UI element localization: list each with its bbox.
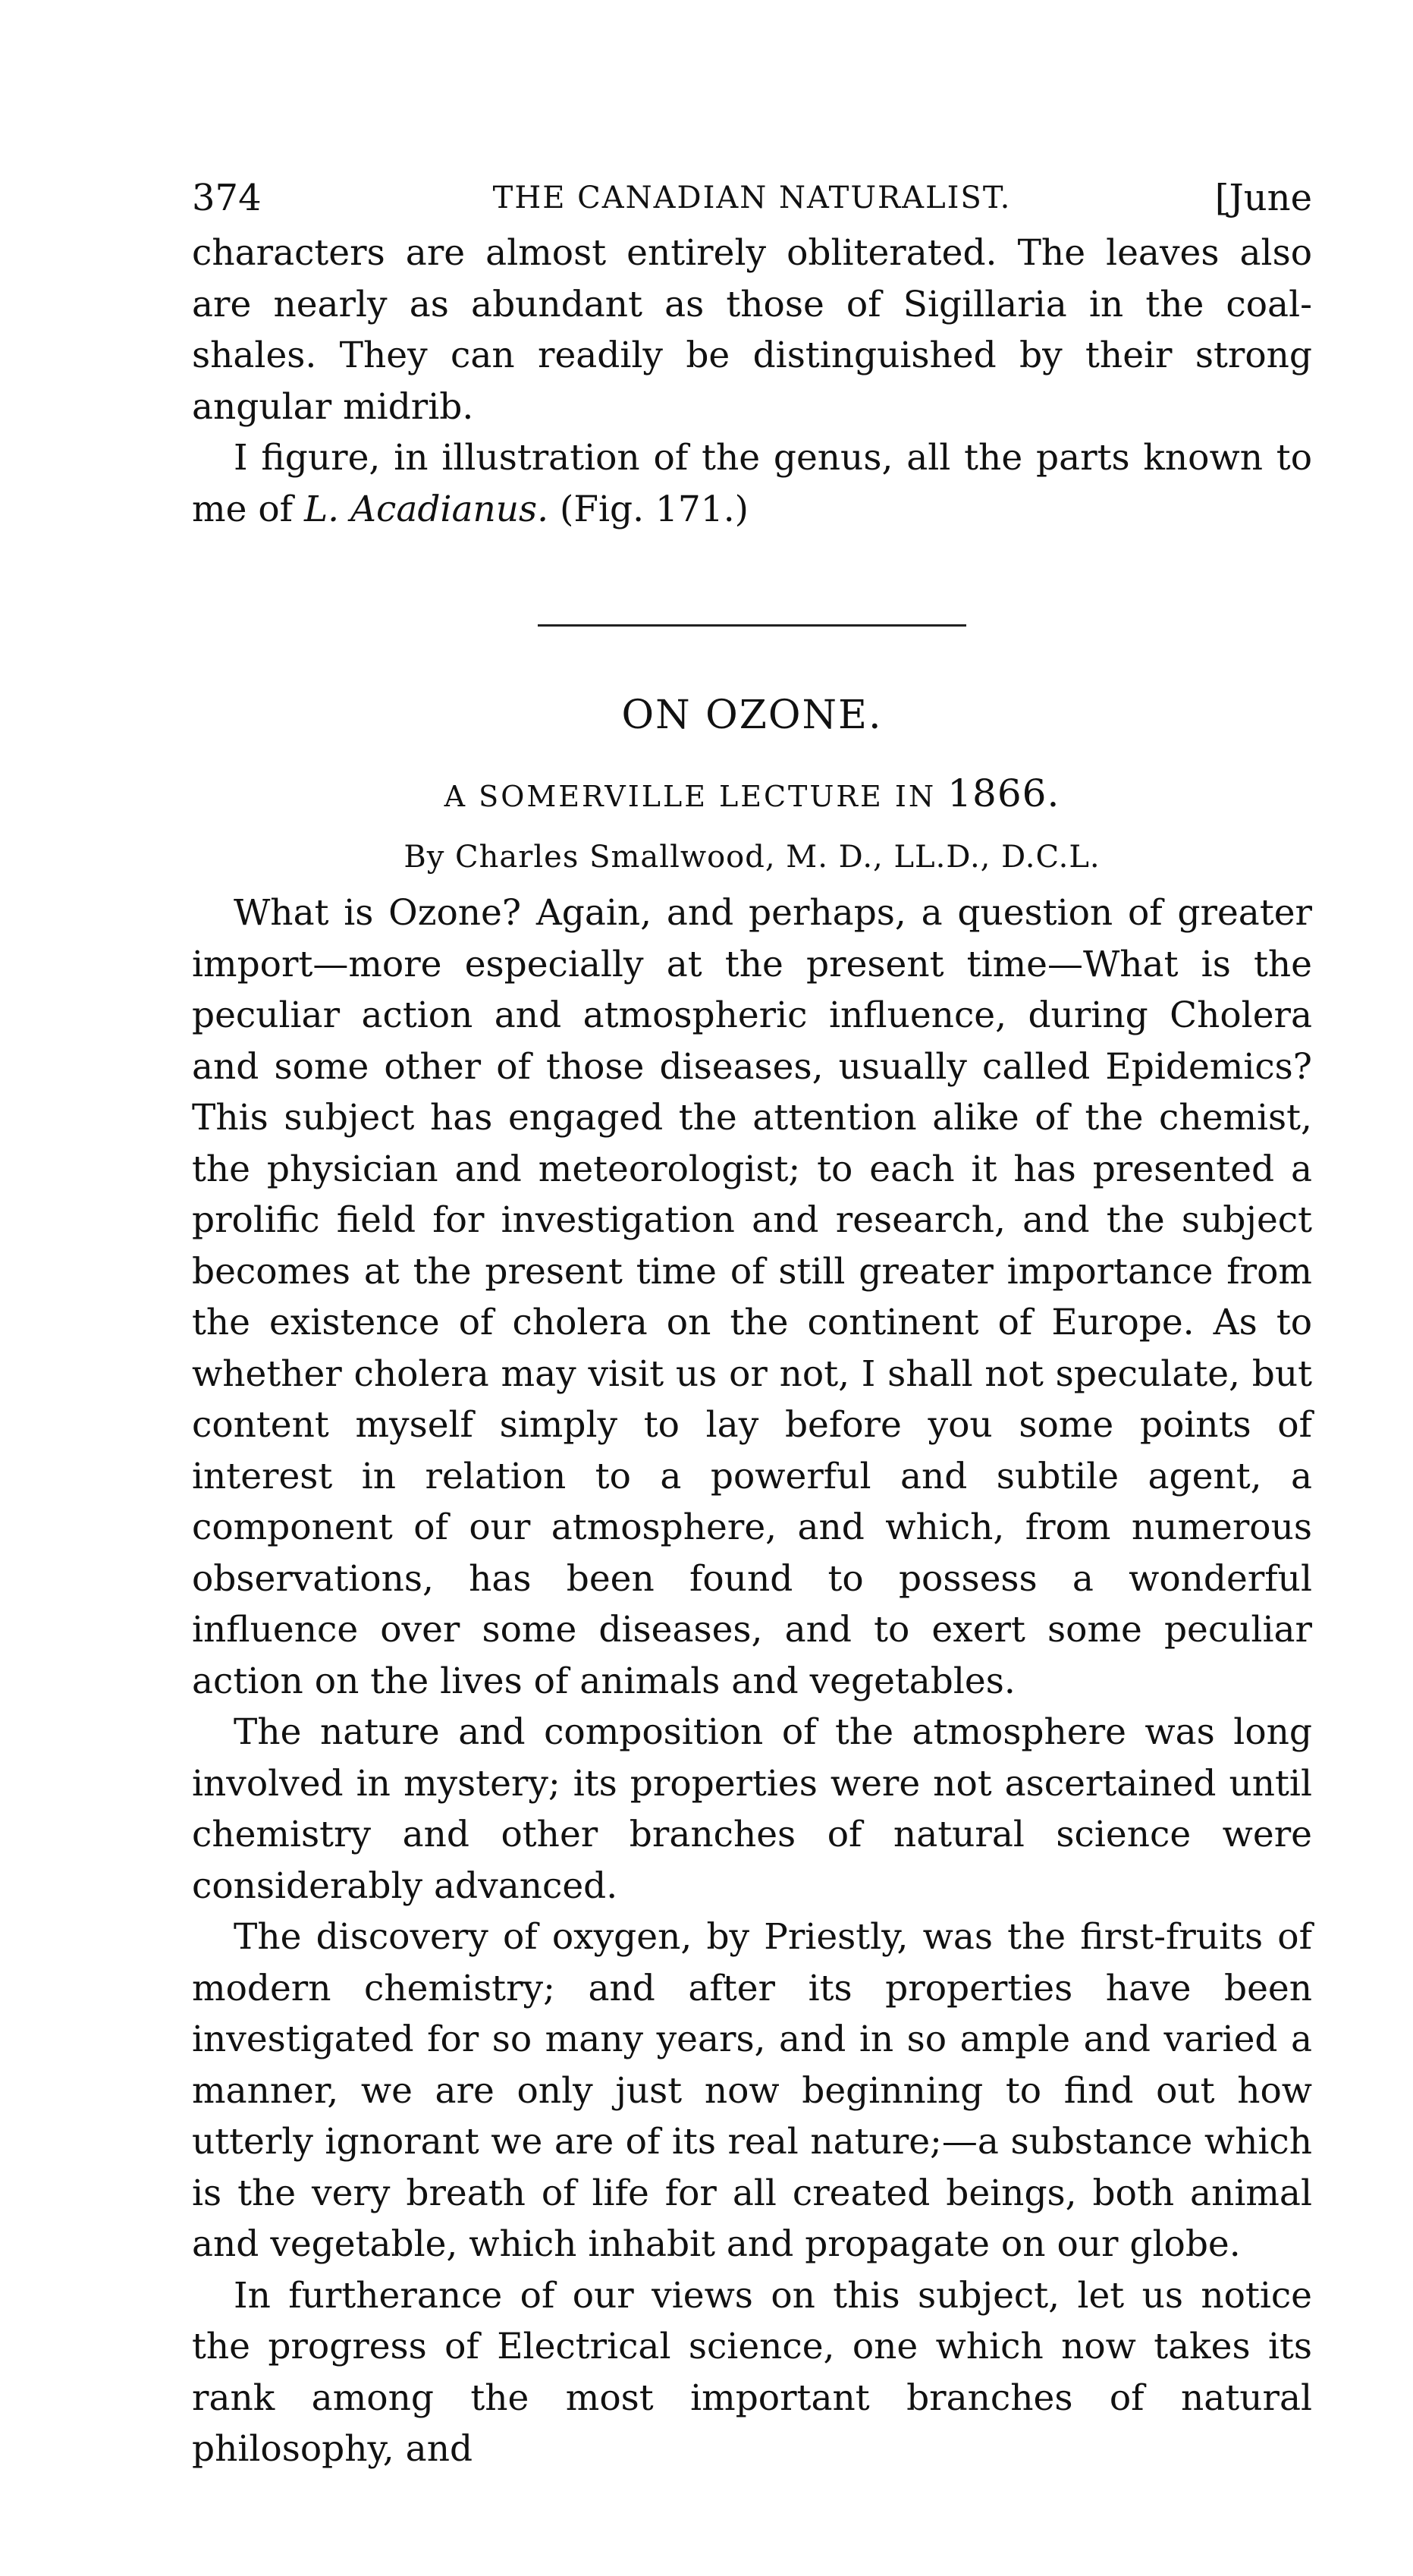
subtitle-year: 1866. <box>947 771 1060 815</box>
intro-paragraph-2-end: (Fig. 171.) <box>548 488 749 530</box>
intro-paragraph-1: characters are almost entirely obliterated. The leaves also are nearly as abundant as those of Sigillaria in the coal-shales. They can readily be distinguished by their strong angular midrib. <box>192 232 1312 428</box>
intro-paragraph-2 <box>192 432 1312 535</box>
page <box>192 171 1312 2475</box>
page-number: 374 <box>192 177 262 219</box>
intro-paragraph-2-start: I figure, in illustration of the genus, all the parts known to me of <box>192 437 1312 530</box>
body-paragraph-2: The nature and composition of the atmosphere was long involved in mystery; its properties were not ascertained until chemistry and other branches of natural science were considerably advanced. <box>192 1711 1312 1907</box>
species-name: L. Acadianus. <box>303 488 549 530</box>
body-paragraph-1: What is Ozone? Again, and perhaps, a question of greater import—more especially at the present time—What is the peculiar action and atmospheric influence, during Cholera and some other of those diseases, usually called Epidemics? This subject has engaged the attention alike of the chemist, the physician and meteorologist; to each it has presented a prolific field for investigation and research, and the subject becomes at the present time of still greater importance from the existence of cholera on the continent of Europe. As to whether cholera may visit us or not, I shall not speculate, but content myself simply to lay before you some points of interest in relation to a powerful and subtile agent, a component of our atmosphere, and which, from numerous observations, has been found to possess a wonderful influence over some diseases, and to exert some peculiar action on the lives of animals and vegetables. <box>192 892 1312 1702</box>
article-title: ON OZONE. <box>621 693 883 738</box>
article-body <box>192 887 1312 2475</box>
journal-title: THE CANADIAN NATURALIST. <box>492 181 1012 215</box>
subtitle-text: A SOMERVILLE LECTURE IN <box>444 780 948 813</box>
article-byline: By Charles Smallwood, M. D., LL.D., D.C.L. <box>403 840 1101 875</box>
issue-month: [June <box>1214 177 1312 219</box>
article-subtitle <box>192 771 1312 819</box>
section-divider <box>538 624 966 627</box>
body-paragraph-3: The discovery of oxygen, by Priestly, was the first-fruits of modern chemistry; and after its properties have been investigated for so many years, and in so ample and varied a manner, we are only just now beginning to find out how utterly ignorant we are of its real nature;—a substance which is the very breath of life for all created beings, both animal and vegetable, which inhabit and propagate on our globe. <box>192 1916 1312 2265</box>
running-header <box>192 171 1312 225</box>
body-paragraph-4: In furtherance of our views on this subject, let us notice the progress of Electrical science, one which now takes its rank among the most important branches of natural philosophy, and <box>192 2274 1312 2470</box>
